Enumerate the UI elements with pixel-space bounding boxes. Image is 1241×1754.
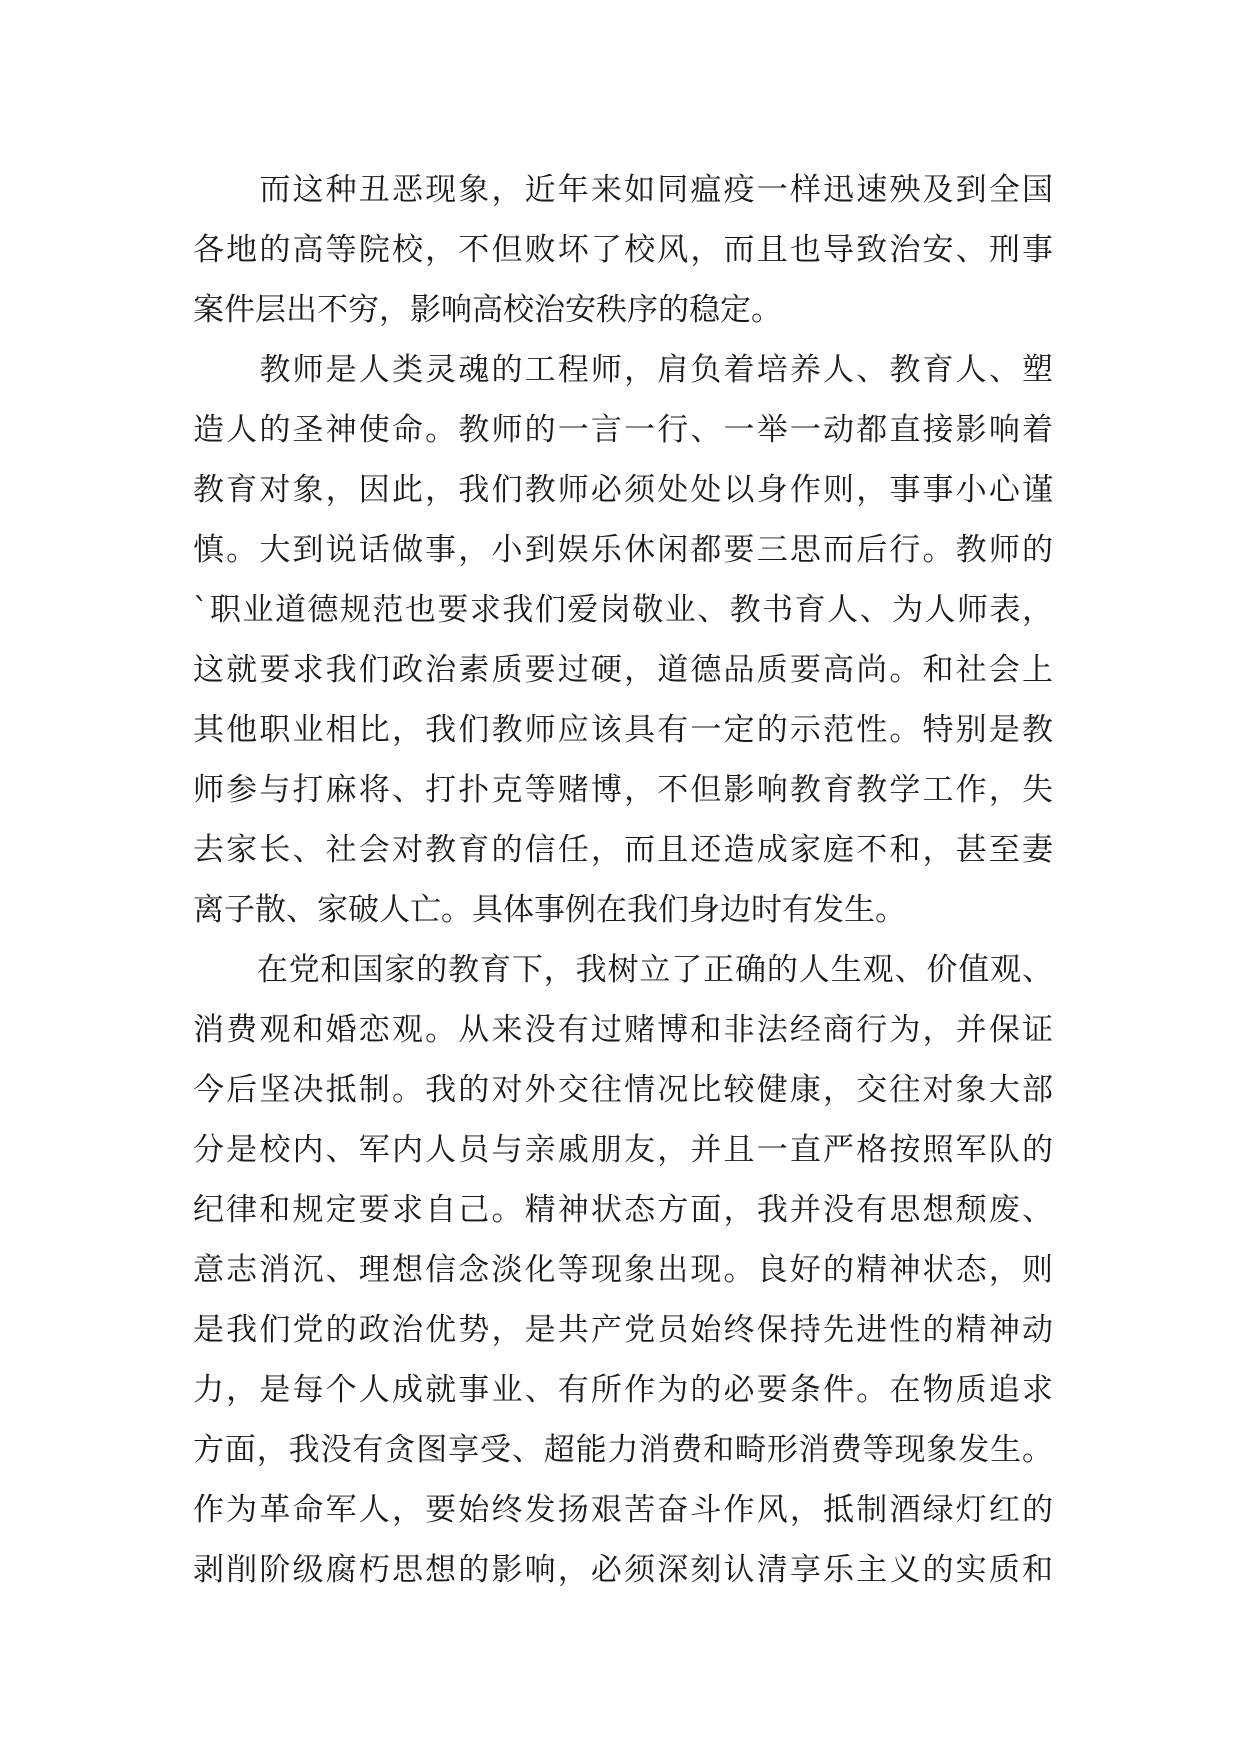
text-line: 教师是人类灵魂的工程师，肩负着培养人、教育人、塑 — [193, 352, 1053, 388]
text-line: `职业道德规范也要求我们爱岗敬业、教书育人、为人师表， — [193, 592, 1053, 628]
text-line: 意志消沉、理想信念淡化等现象出现。良好的精神状态，则 — [193, 1252, 1053, 1288]
text-line: 在党和国家的教育下，我树立了正确的人生观、价值观、 — [193, 952, 1053, 988]
text-line: 案件层出不穷，影响高校治安秩序的稳定。 — [193, 292, 782, 328]
text-line: 师参与打麻将、打扑克等赌博，不但影响教育教学工作，失 — [193, 772, 1053, 808]
paragraph-1 — [193, 160, 1053, 340]
text-line: 去家长、社会对教育的信任，而且还造成家庭不和，甚至妻 — [193, 832, 1053, 868]
text-line: 其他职业相比，我们教师应该具有一定的示范性。特别是教 — [193, 712, 1053, 748]
text-line: 这就要求我们政治素质要过硬，道德品质要高尚。和社会上 — [193, 652, 1053, 688]
text-line: 分是校内、军内人员与亲戚朋友，并且一直严格按照军队的 — [193, 1132, 1053, 1168]
text-line: 消费观和婚恋观。从来没有过赌博和非法经商行为，并保证 — [193, 1012, 1053, 1048]
text-line: 各地的高等院校，不但败坏了校风，而且也导致治安、刑事 — [193, 232, 1053, 268]
text-line: 造人的圣神使命。教师的一言一行、一举一动都直接影响着 — [193, 412, 1053, 448]
text-line: 而这种丑恶现象，近年来如同瘟疫一样迅速殃及到全国 — [193, 172, 1053, 208]
text-line: 是我们党的政治优势，是共产党员始终保持先进性的精神动 — [193, 1312, 1053, 1348]
text-line: 今后坚决抵制。我的对外交往情况比较健康，交往对象大部 — [193, 1072, 1053, 1108]
text-line: 作为革命军人，要始终发扬艰苦奋斗作风，抵制酒绿灯红的 — [193, 1492, 1053, 1528]
text-line: 离子散、家破人亡。具体事例在我们身边时有发生。 — [193, 892, 906, 928]
paragraph-2 — [193, 340, 1053, 940]
text-line: 剥削阶级腐朽思想的影响，必须深刻认清享乐主义的实质和 — [193, 1552, 1053, 1588]
text-line: 教育对象，因此，我们教师必须处处以身作则，事事小心谨 — [193, 472, 1053, 508]
paragraph-3 — [193, 940, 1053, 1600]
text-line: 力，是每个人成就事业、有所作为的必要条件。在物质追求 — [193, 1372, 1053, 1408]
text-line: 纪律和规定要求自己。精神状态方面，我并没有思想颓废、 — [193, 1192, 1053, 1228]
document-body — [193, 160, 1053, 1600]
text-line: 方面，我没有贪图享受、超能力消费和畸形消费等现象发生。 — [193, 1432, 1053, 1468]
text-line: 慎。大到说话做事，小到娱乐休闲都要三思而后行。教师的 — [193, 532, 1053, 568]
